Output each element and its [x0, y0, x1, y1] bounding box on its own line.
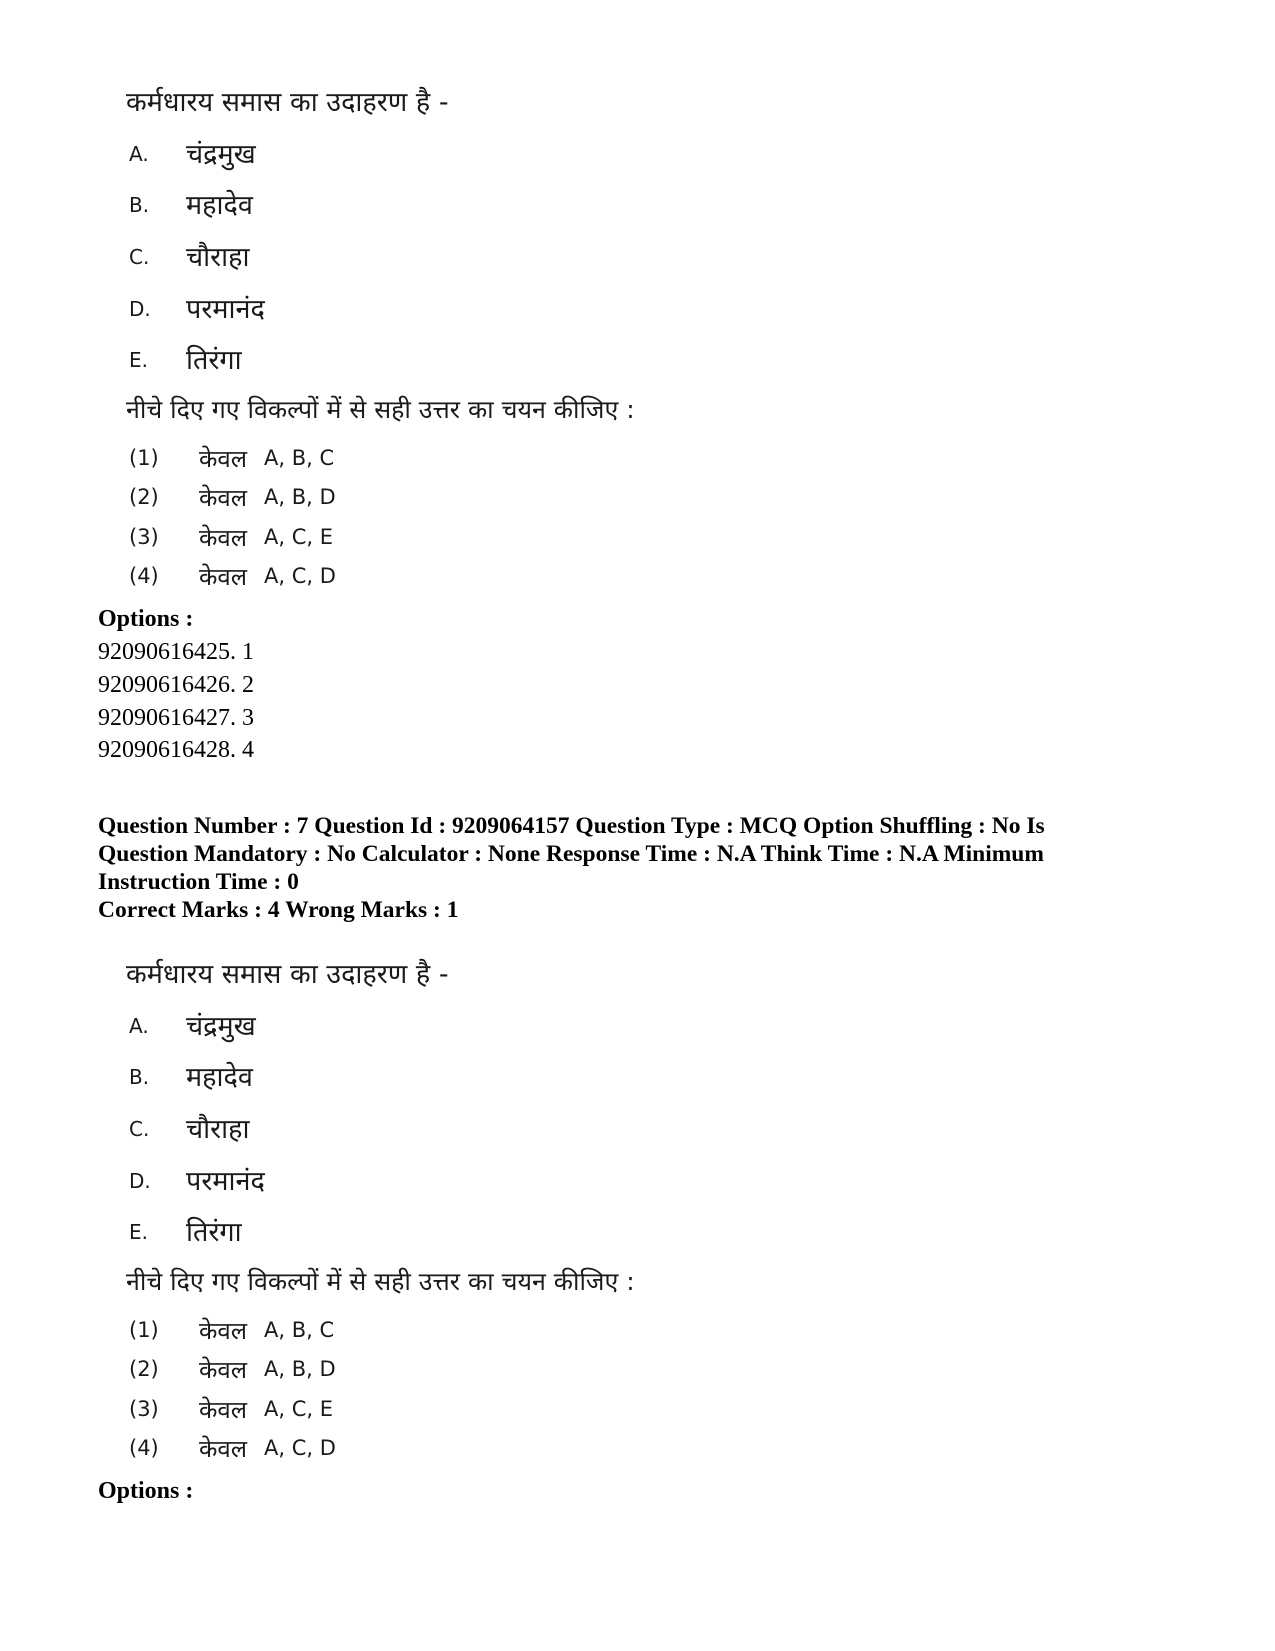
choice-letters: A, B, D	[264, 1357, 336, 1381]
choice-prefix: केवल	[199, 1435, 248, 1463]
statement-letter: B.	[129, 193, 150, 217]
statement-letter: B.	[129, 1065, 150, 1089]
choice-number: (3)	[129, 1397, 159, 1421]
statement-word: चंद्रमुख	[186, 139, 256, 170]
statement-letter: C.	[129, 1117, 150, 1141]
option-entry: 92090616425. 1	[98, 639, 254, 665]
choice-number: (3)	[129, 525, 159, 549]
choice-prefix: केवल	[199, 445, 248, 473]
statement-word: परमानंद	[186, 294, 265, 325]
choice-number: (4)	[129, 564, 159, 588]
statement-letter: E.	[129, 348, 148, 372]
statement-letter: C.	[129, 245, 150, 269]
choice-number: (2)	[129, 1357, 159, 1381]
statement-word: महादेव	[186, 190, 253, 221]
choice-letters: A, C, E	[264, 525, 333, 549]
choice-prefix: केवल	[199, 524, 248, 552]
choice-letters: A, C, E	[264, 1397, 333, 1421]
statement-word: परमानंद	[186, 1166, 265, 1197]
choice-letters: A, C, D	[264, 564, 336, 588]
choice-number: (2)	[129, 485, 159, 509]
statement-word: तिरंगा	[186, 345, 242, 376]
choice-letters: A, C, D	[264, 1436, 336, 1460]
question-instruction: नीचे दिए गए विकल्पों में से सही उत्तर का चयन कीजिए :	[126, 395, 635, 424]
statement-word: चौराहा	[186, 242, 250, 273]
question-meta-line: Question Number : 7 Question Id : 9209064157 Question Type : MCQ Option Shuffling : No Is	[98, 813, 1045, 839]
question-meta-line: Instruction Time : 0	[98, 869, 299, 895]
choice-prefix: केवल	[199, 484, 248, 512]
options-heading: Options :	[98, 606, 194, 632]
question-marks: Correct Marks : 4 Wrong Marks : 1	[98, 897, 459, 923]
statement-letter: A.	[129, 142, 149, 166]
statement-word: चौराहा	[186, 1114, 250, 1145]
choice-number: (1)	[129, 1318, 159, 1342]
option-entry: 92090616426. 2	[98, 672, 254, 698]
statement-letter: A.	[129, 1014, 149, 1038]
choice-number: (4)	[129, 1436, 159, 1460]
choice-letters: A, B, D	[264, 485, 336, 509]
statement-letter: D.	[129, 297, 151, 321]
statement-word: महादेव	[186, 1062, 253, 1093]
statement-letter: D.	[129, 1169, 151, 1193]
choice-prefix: केवल	[199, 1317, 248, 1345]
choice-prefix: केवल	[199, 563, 248, 591]
option-entry: 92090616427. 3	[98, 705, 254, 731]
choice-letters: A, B, C	[264, 1318, 335, 1342]
statement-letter: E.	[129, 1220, 148, 1244]
question-instruction: नीचे दिए गए विकल्पों में से सही उत्तर का चयन कीजिए :	[126, 1267, 635, 1296]
statement-word: तिरंगा	[186, 1217, 242, 1248]
choice-prefix: केवल	[199, 1356, 248, 1384]
question-meta	[98, 812, 1178, 896]
choice-prefix: केवल	[199, 1396, 248, 1424]
statement-word: चंद्रमुख	[186, 1011, 256, 1042]
choice-letters: A, B, C	[264, 446, 335, 470]
question-meta-line: Question Mandatory : No Calculator : None Response Time : N.A Think Time : N.A Minimum	[98, 841, 1044, 867]
question-stem: कर्मधारय समास का उदाहरण है -	[126, 959, 449, 990]
choice-number: (1)	[129, 446, 159, 470]
options-heading: Options :	[98, 1478, 194, 1504]
option-entry: 92090616428. 4	[98, 737, 254, 763]
question-stem: कर्मधारय समास का उदाहरण है -	[126, 87, 449, 118]
